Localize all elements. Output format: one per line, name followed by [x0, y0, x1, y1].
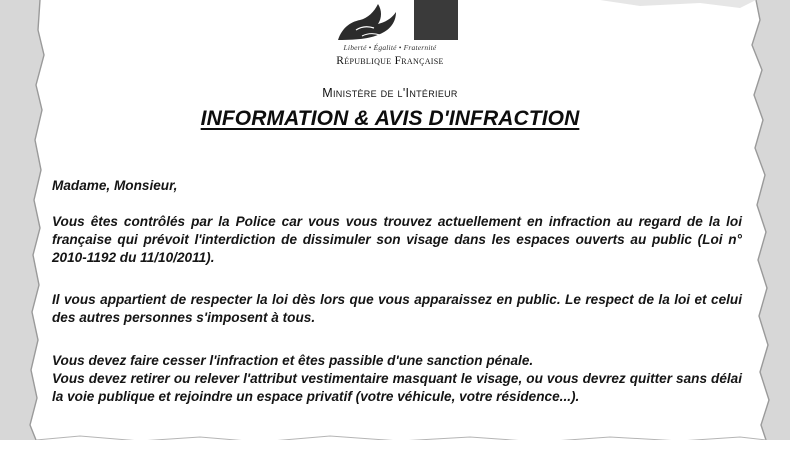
- paragraph-police-control: Vous êtes contrôlés par la Police car vous vous trouvez actuellement en infraction au regard de la loi française qui prévoit l'interdiction de dissimuler son visage dans les espaces ouverts au public (Loi n° 2010-1192 du 11/10/2011).: [52, 214, 742, 265]
- paragraph-remove-attire: Vous devez retirer ou relever l'attribut vestimentaire masquant le visage, ou vous devrez quitter sans délai la voie publique et rejoindre un espace privatif (votre véhicule, votre résidence...).: [52, 371, 742, 404]
- paragraph-instructions: [52, 352, 742, 406]
- paragraph-respect-law: Il vous appartient de respecter la loi dès lors que vous apparaissez en public. Le respect de la loi et celui des autres personnes s'imposent à tous.: [52, 292, 742, 325]
- paragraph-penalty: Vous devez faire cesser l'infraction et êtes passible d'une sanction pénale.: [52, 353, 534, 368]
- salutation: Madame, Monsieur,: [52, 178, 178, 193]
- republic-motto: Liberté • Égalité • Fraternité: [343, 43, 437, 52]
- republic-name: République Française: [336, 55, 444, 67]
- bottom-strip: [0, 440, 790, 472]
- ministry-name: Ministère de l'Intérieur: [322, 86, 458, 100]
- marianne-logo-icon: [316, 0, 466, 42]
- document-title: INFORMATION & AVIS D'INFRACTION: [200, 107, 580, 130]
